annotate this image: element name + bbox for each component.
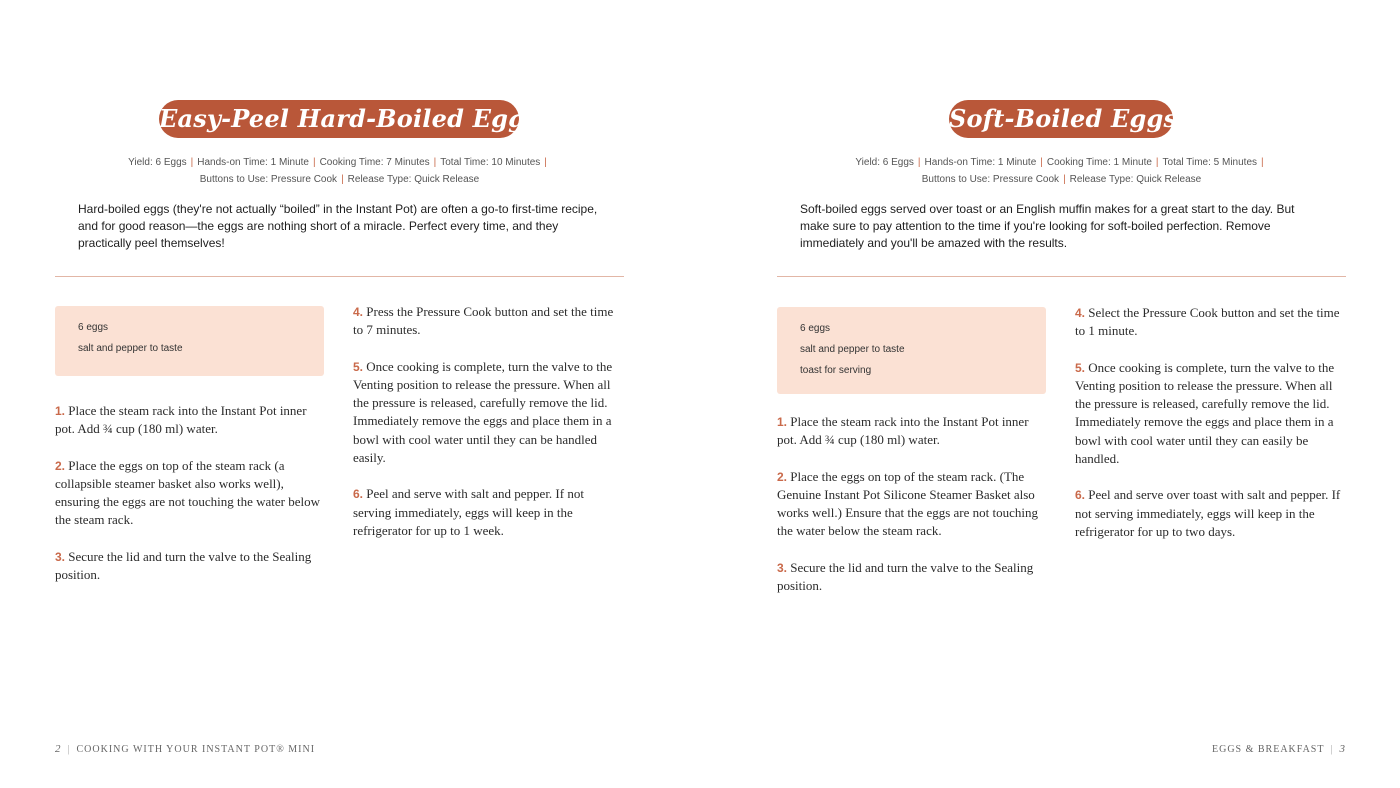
- step-text: Press the Pressure Cook button and set the time to 7 minutes.: [353, 304, 614, 338]
- steps-column-2: [1075, 304, 1346, 559]
- step-text: Once cooking is complete, turn the valve to the Venting position to release the pressure. When all the pressure is released, carefully remove the lid. Immediately remove the eggs and place them in a bowl with cool water until they can easily be handled.: [1075, 359, 1335, 467]
- step-text: Place the eggs on top of the steam rack. (The Genuine Instant Pot Silicone Steamer Basket also works well.) Ensure that the eggs are not touching the water below the steam rack.: [777, 468, 1039, 539]
- ingredient-item: salt and pepper to taste: [78, 343, 183, 354]
- meta-total-time: Total Time: 10 Minutes: [440, 157, 541, 168]
- step-text: Secure the lid and turn the valve to the Sealing position.: [777, 559, 1034, 594]
- step-number: 3.: [777, 560, 788, 575]
- divider: [55, 276, 624, 277]
- ingredient-item: 6 eggs: [78, 322, 109, 333]
- step-text: Peel and serve with salt and pepper. If not serving immediately, eggs will keep in the refrigerator for up to 1 week.: [353, 486, 584, 538]
- recipe-meta: [55, 154, 624, 188]
- step-number: 1.: [55, 404, 66, 418]
- step-text: Select the Pressure Cook button and set the time to 1 minute.: [1075, 305, 1340, 339]
- meta-line-2: Buttons to Use: Pressure Cook | Release Type: Quick Release: [921, 174, 1202, 185]
- meta-buttons: Buttons to Use: Pressure Cook: [199, 174, 338, 185]
- recipe-title: Soft-Boiled Eggs: [949, 100, 1173, 138]
- step-number: 1.: [777, 415, 788, 429]
- meta-total-time: Total Time: 5 Minutes: [1162, 157, 1258, 168]
- meta-yield: Yield: 6 Eggs: [128, 157, 187, 168]
- right-page: [777, 0, 1346, 788]
- step-text: Once cooking is complete, turn the valve to the Venting position to release the pressure. When all the pressure is released, carefully remove the lid. Immediately remove the eggs and place them in a bowl with cool water until they can be handled easily.: [353, 358, 613, 466]
- step-text: Peel and serve over toast with salt and pepper. If not serving immediately, eggs will keep in the refrigerator for up to two days.: [1075, 487, 1341, 539]
- ingredients-box: [55, 306, 324, 376]
- step-6: [1075, 486, 1346, 541]
- page-number: 2: [55, 743, 62, 755]
- page-number: 3: [1339, 743, 1346, 755]
- meta-cooking-time: Cooking Time: 7 Minutes: [319, 157, 430, 168]
- meta-line-2: Buttons to Use: Pressure Cook | Release Type: Quick Release: [199, 174, 480, 185]
- meta-cooking-time: Cooking Time: 1 Minute: [1046, 157, 1152, 168]
- step-number: 3.: [55, 549, 66, 564]
- step-number: 2.: [55, 458, 66, 473]
- recipe-title: Easy-Peel Hard-Boiled Eggs: [159, 100, 519, 138]
- meta-yield: Yield: 6 Eggs: [855, 157, 914, 168]
- step-3: [55, 548, 324, 585]
- meta-hands-on-time: Hands-on Time: 1 Minute: [197, 157, 309, 168]
- step-number: 5.: [353, 359, 364, 374]
- right-footer: EGGS & BREAKFAST | 3: [1211, 743, 1346, 755]
- running-head: COOKING WITH YOUR INSTANT POT® MINI: [76, 744, 316, 755]
- meta-line-1: Yield: 6 Eggs | Hands-on Time: 1 Minute | Cooking Time: 7 Minutes | Total Time: 10 Minutes |: [128, 157, 547, 168]
- step-4: [1075, 304, 1346, 341]
- step-text: Place the steam rack into the Instant Pot inner pot. Add ¾ cup (180 ml) water.: [55, 403, 307, 437]
- ingredient-item: 6 eggs: [800, 323, 831, 334]
- step-number: 4.: [1075, 306, 1086, 320]
- left-page: [55, 0, 624, 788]
- step-number: 6.: [1075, 488, 1086, 503]
- step-number: 2.: [777, 469, 788, 484]
- ingredients-box: [777, 307, 1046, 394]
- step-number: 5.: [1075, 360, 1086, 375]
- steps-column-2: [353, 303, 624, 558]
- step-3: [777, 559, 1046, 596]
- step-text: Secure the lid and turn the valve to the Sealing position.: [55, 548, 312, 583]
- meta-hands-on-time: Hands-on Time: 1 Minute: [924, 157, 1037, 168]
- step-1: [55, 402, 324, 439]
- step-2: [55, 457, 324, 530]
- step-text: Place the eggs on top of the steam rack (a collapsible steamer basket also works well), ensuring the eggs are not touching the water below the steam rack.: [55, 457, 320, 528]
- meta-release-type: Release Type: Quick Release: [1069, 174, 1202, 185]
- step-2: [777, 468, 1046, 541]
- ingredient-item: salt and pepper to taste: [800, 344, 905, 355]
- divider: [777, 276, 1346, 277]
- steps-column-1: [55, 402, 324, 602]
- recipe-intro: Hard-boiled eggs (they're not actually “boiled” in the Instant Pot) are often a go-to first-time recipe, and for good reason—the eggs are nothing short of a miracle. Perfect every time, and they practically peel themselves!: [78, 202, 598, 250]
- steps-column-1: [777, 413, 1046, 613]
- ingredient-item: toast for serving: [800, 365, 872, 376]
- meta-release-type: Release Type: Quick Release: [347, 174, 480, 185]
- step-4: [353, 303, 624, 340]
- step-1: [777, 413, 1046, 450]
- running-head: EGGS & BREAKFAST: [1211, 744, 1325, 755]
- step-5: [1075, 359, 1346, 469]
- step-5: [353, 358, 624, 468]
- meta-buttons: Buttons to Use: Pressure Cook: [921, 174, 1060, 185]
- recipe-meta: [777, 154, 1346, 188]
- recipe-intro: Soft-boiled eggs served over toast or an English muffin makes for a great start to the day. But make sure to pay attention to the time if you're looking for soft-boiled perfection. Remove immediately and you'll be amazed with the results.: [800, 202, 1295, 250]
- step-text: Place the steam rack into the Instant Pot inner pot. Add ¾ cup (180 ml) water.: [777, 414, 1029, 448]
- step-number: 6.: [353, 487, 364, 502]
- meta-line-1: Yield: 6 Eggs | Hands-on Time: 1 Minute | Cooking Time: 1 Minute | Total Time: 5 Minutes |: [855, 157, 1264, 168]
- step-number: 4.: [353, 305, 364, 319]
- step-6: [353, 485, 624, 540]
- left-footer: 2 | COOKING WITH YOUR INSTANT POT® MINI: [55, 743, 316, 755]
